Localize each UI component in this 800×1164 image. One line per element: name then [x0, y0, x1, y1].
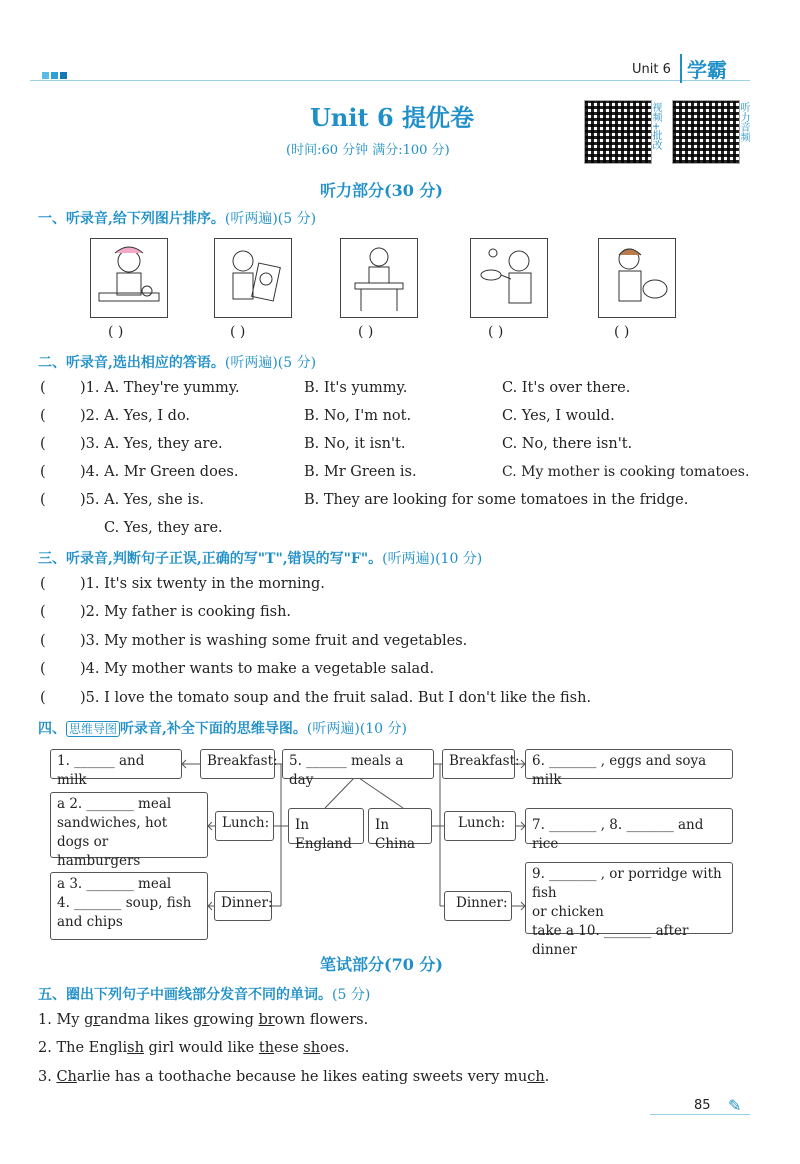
s3-q1: )1. It's six twenty in the morning. — [80, 576, 325, 592]
s2-q5-b: B. They are looking for some tomatoes in the fridge. — [304, 492, 689, 508]
s2-q2-b: B. No, I'm not. — [304, 408, 412, 424]
section-5-note: (5 分) — [332, 987, 371, 1003]
answer-slot-3[interactable]: ( ) — [358, 324, 374, 340]
mindmap-breakfast-right: Breakfast: — [442, 749, 515, 779]
s3-q2: )2. My father is cooking fish. — [80, 604, 292, 620]
mindmap-lunch-left: Lunch: — [215, 811, 274, 841]
s2-q1-a: )1. A. They're yummy. — [80, 380, 240, 396]
s2-q1-b: B. It's yummy. — [304, 380, 408, 396]
s5-1-underline-2[interactable]: gr — [193, 1012, 210, 1028]
mindmap-dinner-left: Dinner: — [214, 891, 272, 921]
answer-slot-5[interactable]: ( ) — [614, 324, 630, 340]
answer-slot-1[interactable]: ( ) — [108, 324, 124, 340]
qr-label-video: 视频+批改 — [650, 102, 661, 151]
s5-3-text-2: . — [544, 1069, 550, 1085]
writing-section-header: 笔试部分(70 分) — [320, 955, 443, 974]
s5-2-underline-1[interactable]: sh — [127, 1040, 144, 1056]
qr-label-audio: 听力音频 — [738, 102, 749, 142]
mindmap-in-england: In England — [288, 808, 364, 844]
s5-3-underline-2[interactable]: ch — [527, 1069, 545, 1085]
s2-q3-c: C. No, there isn't. — [502, 436, 633, 452]
s5-2-text-2: ese — [274, 1040, 304, 1056]
s3-paren-5[interactable]: ( — [40, 690, 46, 706]
section-1-note: (听两遍)(5 分) — [224, 211, 317, 227]
section-5-title — [38, 984, 370, 1004]
s2-q4-c: C. My mother is cooking tomatoes. — [502, 464, 750, 480]
page-title: Unit 6 提优卷 — [310, 103, 474, 132]
s3-paren-1[interactable]: ( — [40, 576, 46, 592]
s2-paren-2[interactable]: ( — [40, 408, 46, 424]
pencil-icon: ✎ — [728, 1096, 742, 1115]
mindmap-in-china: In China — [368, 808, 432, 844]
listening-section-header: 听力部分(30 分) — [320, 181, 443, 200]
section-3-text: 三、听录音,判断句子正误,正确的写"T",错误的写"F"。 — [38, 551, 383, 567]
mindmap-lunch-right: Lunch: — [444, 811, 516, 841]
mindmap-box-9-10[interactable]: 9. _______ , or porridge with fish or chicken take a 10. _______ after dinner — [525, 862, 733, 934]
brand-logo: 学霸 — [680, 54, 727, 83]
s5-3-underline-1[interactable]: Ch — [56, 1069, 77, 1085]
section-2-text: 二、听录音,选出相应的答语。 — [38, 355, 225, 371]
s2-paren-5[interactable]: ( — [40, 492, 46, 508]
s3-paren-2[interactable]: ( — [40, 604, 46, 620]
s5-1-underline-3[interactable]: br — [258, 1012, 275, 1028]
page-number: 85 — [694, 1098, 711, 1113]
section-5-text: 五、圈出下列句子中画线部分发音不同的单词。 — [38, 987, 332, 1003]
mindmap-breakfast-left: Breakfast: — [200, 749, 275, 779]
s5-3-text-1: arlie has a toothache because he likes eating sweets very mu — [76, 1069, 528, 1085]
s2-q4-a: )4. A. Mr Green does. — [80, 464, 239, 480]
mindmap-box-3-4[interactable]: a 3. _______ meal 4. _______ soup, fish and chips — [50, 872, 208, 940]
s5-2-text-1: girl would like — [143, 1040, 259, 1056]
s2-q5-c: C. Yes, they are. — [104, 520, 223, 536]
s5-sentence-3 — [38, 1069, 549, 1085]
page-subtitle: (时间:60 分钟 满分:100 分) — [286, 143, 450, 158]
s5-2-underline-3[interactable]: sh — [303, 1040, 321, 1056]
unit-label: Unit 6 — [632, 62, 671, 77]
s5-2-text-3: oes. — [320, 1040, 350, 1056]
section-4-text: 听录音,补全下面的思维导图。 — [120, 721, 307, 737]
s3-paren-3[interactable]: ( — [40, 633, 46, 649]
mindmap-box-1[interactable]: 1. ______ and milk — [50, 749, 182, 779]
s2-q5-a: )5. A. Yes, she is. — [80, 492, 205, 508]
section-4-note: (听两遍)(10 分) — [306, 721, 408, 737]
s5-sentence-2 — [38, 1040, 349, 1056]
s3-q3: )3. My mother is washing some fruit and vegetables. — [80, 633, 468, 649]
answer-slot-4[interactable]: ( ) — [488, 324, 504, 340]
s5-1-text-1: andma likes — [100, 1012, 194, 1028]
s5-1-text-3: own flowers. — [274, 1012, 369, 1028]
s2-q1-c: C. It's over there. — [502, 380, 631, 396]
s2-q4-b: B. Mr Green is. — [304, 464, 417, 480]
s5-2-underline-2[interactable]: th — [258, 1040, 275, 1056]
mindmap-box-6[interactable]: 6. _______ , eggs and soya milk — [525, 749, 733, 779]
s2-paren-1[interactable]: ( — [40, 380, 46, 396]
mindmap-box-7-8[interactable]: 7. _______ , 8. _______ and rice — [525, 808, 733, 844]
section-4-prefix: 四、 — [38, 721, 66, 737]
mindmap-dinner-right: Dinner: — [444, 891, 512, 921]
s5-1-underline-1[interactable]: gr — [84, 1012, 101, 1028]
s5-sentence-1 — [38, 1012, 368, 1028]
section-3-note: (听两遍)(10 分) — [382, 551, 483, 567]
s5-1-text-2: owing — [209, 1012, 259, 1028]
section-2-note: (听两遍)(5 分) — [224, 355, 317, 371]
s5-1-pre: 1. My — [38, 1012, 85, 1028]
s2-paren-3[interactable]: ( — [40, 436, 46, 452]
s3-q4: )4. My mother wants to make a vegetable salad. — [80, 661, 435, 677]
s5-2-pre: 2. The Engli — [38, 1040, 128, 1056]
answer-slot-2[interactable]: ( ) — [230, 324, 246, 340]
section-1-text: 一、听录音,给下列图片排序。 — [38, 211, 225, 227]
mindmap-box-2[interactable]: a 2. _______ meal sandwiches, hot dogs or hamburgers — [50, 792, 208, 858]
s2-q3-a: )3. A. Yes, they are. — [80, 436, 223, 452]
s2-q2-a: )2. A. Yes, I do. — [80, 408, 191, 424]
s3-paren-4[interactable]: ( — [40, 661, 46, 677]
s3-q5: )5. I love the tomato soup and the fruit salad. But I don't like the fish. — [80, 690, 592, 706]
s5-3-pre: 3. — [38, 1069, 57, 1085]
s2-q3-b: B. No, it isn't. — [304, 436, 406, 452]
mindmap-tag: 思维导图 — [66, 721, 120, 737]
s2-paren-4[interactable]: ( — [40, 464, 46, 480]
s2-q2-c: C. Yes, I would. — [502, 408, 615, 424]
mindmap-center[interactable]: 5. ______ meals a day — [282, 749, 434, 779]
